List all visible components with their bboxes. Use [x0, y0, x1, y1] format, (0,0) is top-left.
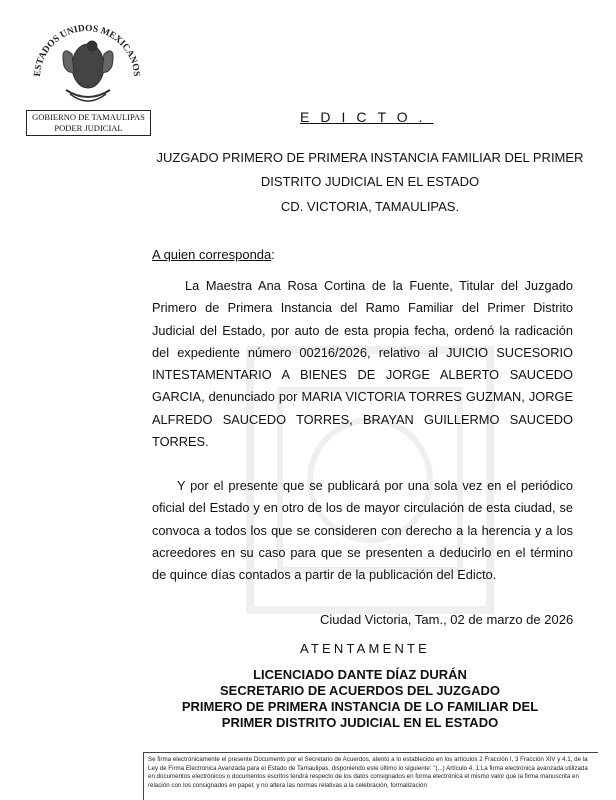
greeting-colon: : — [271, 247, 275, 262]
paragraph-1: La Maestra Ana Rosa Cortina de la Fuente, Titular del Juzgado Primero de Primera Instancia del Ramo Familiar del Primer Distrito Judicial del Estado, por auto de esta propia fecha, ordenó la radicación del expediente número 00216/2026, relativo al JUICIO SUCESORIO INTESTAMENTARIO A BIENES DE JORGE ALBERTO SAUCEDO GARCIA, denunciado por MARIA VICTORIA TORRES GUZMAN, JORGE ALFREDO SAUCEDO TORRES, BRAYAN GUILLERMO SAUCEDO TORRES. — [152, 278, 573, 450]
greeting-label: A quien corresponda — [152, 247, 272, 262]
gov-line-2: PODER JUDICIAL — [54, 123, 123, 133]
paragraph-2: Y por el presente que se publicará por una sola vez en el periódico oficial del Estado y en otro de los de mayor circulación de esta ciudad, se convoca a todos los que se consideren con derecho a la herencia y a los acreedores en su caso para que se presenten a deducirlo en el término de quince días contados a partir de la publicación del Edicto. — [152, 478, 573, 583]
coat-of-arms-seal — [22, 14, 152, 114]
signer-title-2: PRIMERO DE PRIMERA INSTANCIA DE LO FAMILIAR DEL — [181, 699, 539, 714]
document-title: EDICTO. — [300, 109, 434, 125]
electronic-signature-notice: Se firma electrónicamente el presente Documento por el Secretario de Acuerdos, atento a lo establecido en los artículos 2 Fracción I, 3 Fracción XIV y 4.1, de la Ley de Firma Electrónica Avanzada para el Estado de Tamaulipas, disponiendo este último lo siguiente: "(...) Artículo 4. 1.La firma electrónica avanzada utilizada en documentos electrónicos o documentos escritos tendrá respecto de los datos consignados en forma electrónica el mismo valor que la firma manuscrita en relación con los consignados en papel; y no altera las normas relativas a la celebración, formalización — [143, 752, 598, 800]
signer-title-3: PRIMER DISTRITO JUDICIAL EN EL ESTADO — [221, 715, 499, 730]
court-line-3: CD. VICTORIA, TAMAULIPAS. — [280, 199, 460, 214]
government-box — [26, 110, 151, 136]
signer-title-1: SECRETARIO DE ACUERDOS DEL JUZGADO — [219, 683, 500, 698]
court-line-2: DISTRITO JUDICIAL EN EL ESTADO — [260, 174, 480, 189]
greeting — [152, 247, 275, 262]
place-date: Ciudad Victoria, Tam., 02 de marzo de 2026 — [320, 612, 574, 627]
signer-name: LICENCIADO DANTE DÍAZ DURÁN — [253, 667, 467, 682]
atentamente: ATENTAMENTE — [300, 641, 431, 656]
seal-ring-text: ESTADOS UNIDOS MEXICANOS — [32, 23, 142, 77]
eagle-icon — [63, 41, 113, 101]
gov-line-1: GOBIERNO DE TAMAULIPAS — [32, 112, 145, 122]
court-line-1: JUZGADO PRIMERO DE PRIMERA INSTANCIA FAMILIAR DEL PRIMER — [156, 150, 584, 165]
